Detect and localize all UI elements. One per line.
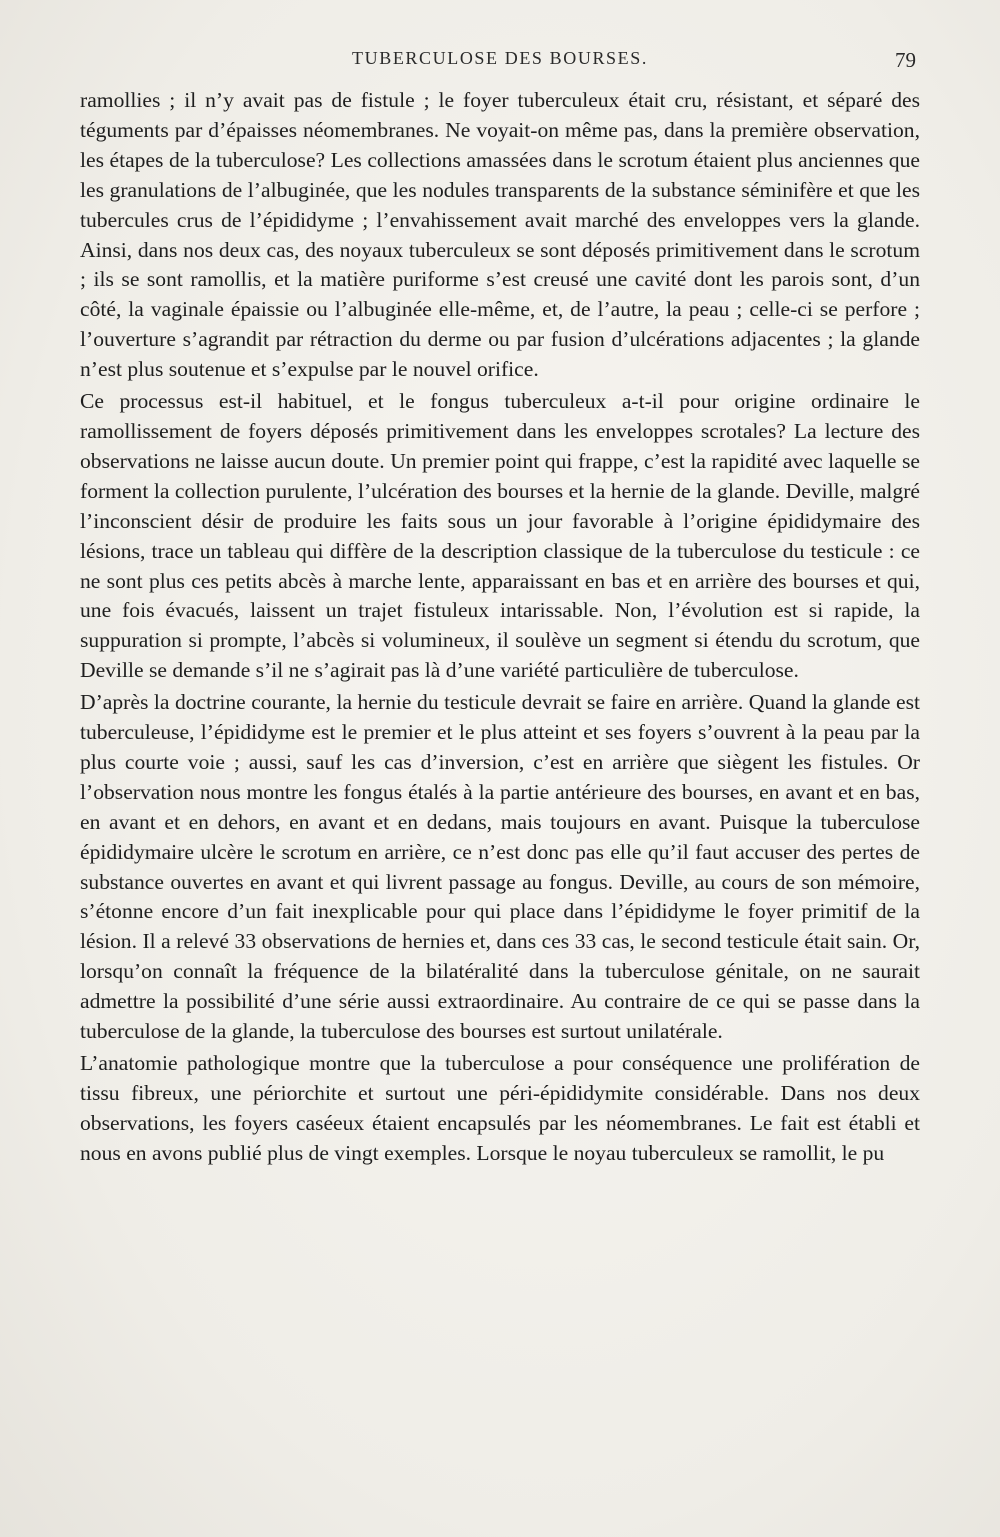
paragraph-3: D’après la doctrine courante, la hernie du testicule devrait se faire en arrière. Quand la glande est tuberculeuse, l’épididyme est le premier et le plus atteint et ses foyers s’ouvrent à la peau par la plus courte voie ; aussi, sauf les cas d’inversion, c’est en arrière que siègent les fistules. Or l’observation nous montre les fongus étalés à la partie antérieure des bourses, en avant et en bas, en avant et en dehors, en avant et en dedans, mais toujours en avant. Puisque la tuberculose épididymaire ulcère le scrotum en arrière, ce n’est donc pas elle qu’il faut accuser des pertes de substance ouvertes en avant et qui livrent passage au fongus. Deville, au cours de son mémoire, s’étonne encore d’un fait inexplicable pour qui place dans l’épididyme le foyer primitif de la lésion. Il a relevé 33 observations de hernies et, dans ces 33 cas, le second testicule était sain. Or, lorsqu’on connaît la fréquence de la bilatéralité dans la tuberculose génitale, on ne saurait admettre la possibilité d’une série aussi extraordinaire. Au contraire de ce qui se passe dans la tuberculose de la glande, la tuberculose des bourses est surtout unilatérale.: [80, 690, 920, 1044]
paragraph-1: ramollies ; il n’y avait pas de fistule ; le foyer tuberculeux était cru, résistant, et séparé des téguments par d’épaisses néomembranes. Ne voyait-on même pas, dans la première observation, les étapes de la tuberculose? Les collections amassées dans le scrotum étaient plus anciennes que les granulations de l’albuginée, que les nodules transparents de la substance séminifère et que les tubercules crus de l’épididyme ; l’envahissement avait marché des enveloppes vers la glande. Ainsi, dans nos deux cas, des noyaux tuberculeux se sont déposés primitivement dans le scrotum ; ils se sont ramollis, et la matière puriforme s’est creusé une cavité dont les parois sont, d’un côté, la vaginale épaissie ou l’albuginée elle-même, et, de l’autre, la peau ; celle-ci se perfore ; l’ouverture s’agrandit par rétraction du derme ou par fusion d’ulcérations adjacentes ; la glande n’est plus soutenue et s’expulse par le nouvel orifice.: [80, 88, 920, 382]
body-text: [80, 86, 920, 1169]
paragraph-2: Ce processus est-il habituel, et le fongus tuberculeux a-t-il pour origine ordinaire le ramollissement de foyers déposés primitivement dans les enveloppes scrotales? La lecture des observations ne laisse aucun doute. Un premier point qui frappe, c’est la rapidité avec laquelle se forment la collection purulente, l’ulcération des bourses et la hernie de la glande. Deville, malgré l’inconscient désir de produire les faits sous un jour favorable à l’origine épididymaire des lésions, trace un tableau qui diffère de la description classique de la tuberculose du testicule : ce ne sont plus ces petits abcès à marche lente, apparaissant en bas et en arrière des bourses et qui, une fois évacués, laissent un trajet fistuleux intarissable. Non, l’évolution est si rapide, la suppuration si prompte, l’abcès si volumineux, il soulève un segment si étendu du scrotum, que Deville se demande s’il ne s’agirait pas là d’une variété particulière de tuberculose.: [80, 389, 920, 683]
running-header: [80, 48, 920, 76]
paragraph-4: L’anatomie pathologique montre que la tuberculose a pour conséquence une prolifération de tissu fibreux, une périorchite et surtout une péri-épididymite considérable. Dans nos deux observations, les foyers caséeux étaient encapsulés par les néomembranes. Le fait est établi et nous en avons publié plus de vingt exemples. Lorsque le noyau tuberculeux se ramollit, le pu: [80, 1051, 920, 1165]
page-number: 79: [895, 48, 916, 72]
running-title: TUBERCULOSE DES BOURSES.: [352, 48, 648, 68]
